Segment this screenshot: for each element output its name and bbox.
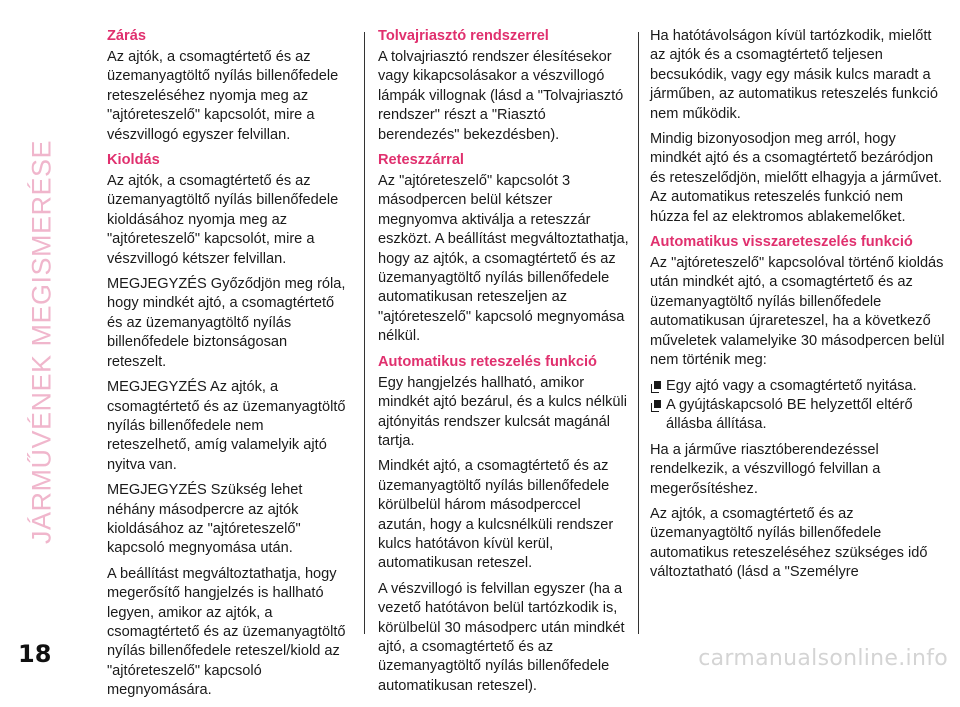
column-divider-2 <box>638 32 639 634</box>
bullet-text: Egy ajtó vagy a csomagtértető nyitása. <box>666 377 917 394</box>
paragraph: Az ajtók, a csomagtértető és az üzemanyagtöltő nyílás billenőfedele kioldásához nyomja meg az "ajtóreteszelő" kapcsolót, mire a vészvillogó kétszer felvillan. <box>107 173 339 267</box>
heading-kioldas: Kioldás <box>107 152 160 169</box>
heading-reteszzar: Reteszzárral <box>378 152 464 169</box>
column-2 <box>378 27 630 702</box>
heading-tolvajriaszto: Tolvajriasztó rendszerrel <box>378 28 549 44</box>
paragraph: Mindkét ajtó, a csomagtértető és az üzemanyagtöltő nyílás billenőfedele körülbelül három másodperccel azután, hogy a kulcsnélküli rendszer kulcs hatótávon kívül kerül, automatikusan reteszel. <box>378 458 614 572</box>
paragraph: Az "ajtóreteszelő" kapcsolót 3 másodpercen belül kétszer megnyomva aktiválja a reteszzár eszközt. A beállítást megváltoztathatja, hogy az ajtók, a csomagtértető és az üzemanyagtöltő nyílás billenőfedele automatikusan reteszeljen az "ajtóreteszelő" kapcsoló megnyomása nélkül. <box>378 173 629 345</box>
page-number: 18 <box>18 640 52 668</box>
paragraph: Az ajtók, a csomagtértető és az üzemanyagtöltő nyílás billenőfedele automatikus reteszeléséhez szükséges idő változtatható (lásd a "Személyre <box>650 505 928 581</box>
heading-zaras: Zárás <box>107 28 146 44</box>
paragraph: Az ajtók, a csomagtértető és az üzemanyagtöltő nyílás billenőfedele reteszeléséhez nyomja meg az "ajtóreteszelő" kapcsolót, mire a vészvillogó egyszer felvillan. <box>107 49 339 143</box>
note-paragraph: MEGJEGYZÉS Szükség lehet néhány másodpercre az ajtók kioldásához az "ajtóreteszelő" kapcsoló megnyomása után. <box>107 482 303 557</box>
paragraph: A beállítást megváltoztathatja, hogy megerősítő hangjelzés is hallható legyen, amikor az ajtók, a csomagtértető és az üzemanyagtöltő nyílás billenőfedele reteszel/kiold az "ajtóreteszelő" kapcsoló megnyomására. <box>107 565 346 699</box>
bullet-text: A gyújtáskapcsoló BE helyzettől eltérő állásba állítása. <box>666 396 913 433</box>
bullet-item <box>650 377 945 396</box>
heading-automatikus-reteszeles: Automatikus reteszelés funkció <box>378 353 597 370</box>
paragraph: Ha hatótávolságon kívül tartózkodik, mielőtt az ajtók és a csomagtértető teljesen becsukódik, vagy egy másik kulcs maradt a járműben, az automatikus reteszelés funkció nem működik. <box>650 28 938 122</box>
note-paragraph: MEGJEGYZÉS Győződjön meg róla, hogy mindkét ajtó, a csomagtértető és az üzemanyagtöltő nyílás billenőfedele biztonságosan reteszelt. <box>107 276 346 370</box>
bullet-item <box>650 396 945 435</box>
heading-visszareteszeles: Automatikus visszareteszelés funkció <box>650 234 913 251</box>
paragraph: Az "ajtóreteszelő" kapcsolóval történő kioldás után mindkét ajtó, a csomagtértető és az üzemanyagtöltő nyílás billenőfedele automatikusan újrareteszel, ha a következő műveletek valamelyike 30 másodpercen belül nem történik meg: <box>650 255 945 369</box>
paragraph: Mindig bizonyosodjon meg arról, hogy mindkét ajtó és a csomagtértető bezáródjon és reteszelődjön, mielőtt elhagyja a járművet. Az automatikus reteszelés funkció nem húzza fel az elektromos ablakemelőket. <box>650 131 943 225</box>
bullet-icon <box>651 400 662 412</box>
column-1 <box>107 27 347 707</box>
paragraph: Egy hangjelzés hallható, amikor mindkét ajtó bezárul, és a kulcs nélküli ajtónyitás rendszer kulcsát magánál tartja. <box>378 374 628 449</box>
paragraph: A vészvillogó is felvillan egyszer (ha a vezető hatótávon belül tartózkodik is, körülbelül 30 másodperc után mindkét ajtó, a csomagtértető és az üzemanyagtöltő nyílás billenőfedele automatikusan reteszel). <box>378 580 625 694</box>
note-paragraph: MEGJEGYZÉS Az ajtók, a csomagtértető és az üzemanyagtöltő nyílás billenőfedele nem reteszelhető, amíg valamelyik ajtó nyitva van. <box>107 379 346 473</box>
column-3 <box>650 27 945 589</box>
paragraph: A tolvajriasztó rendszer élesítésekor vagy kikapcsolásakor a vészvillogó lámpák villognak (lásd a "Tolvajriasztó rendszer" részt a "Riasztó berendezés" bekezdésben). <box>378 49 624 143</box>
column-divider-1 <box>364 32 365 634</box>
side-title-text: JÁRMŰVÉNEK MEGISMERÉSE <box>26 139 57 545</box>
paragraph: Ha a járműve riasztóberendezéssel rendelkezik, a vészvillogó felvillan a megerősítéshez. <box>650 441 881 497</box>
watermark: carmanualsonline.info <box>698 646 948 671</box>
bullet-icon <box>651 381 662 393</box>
